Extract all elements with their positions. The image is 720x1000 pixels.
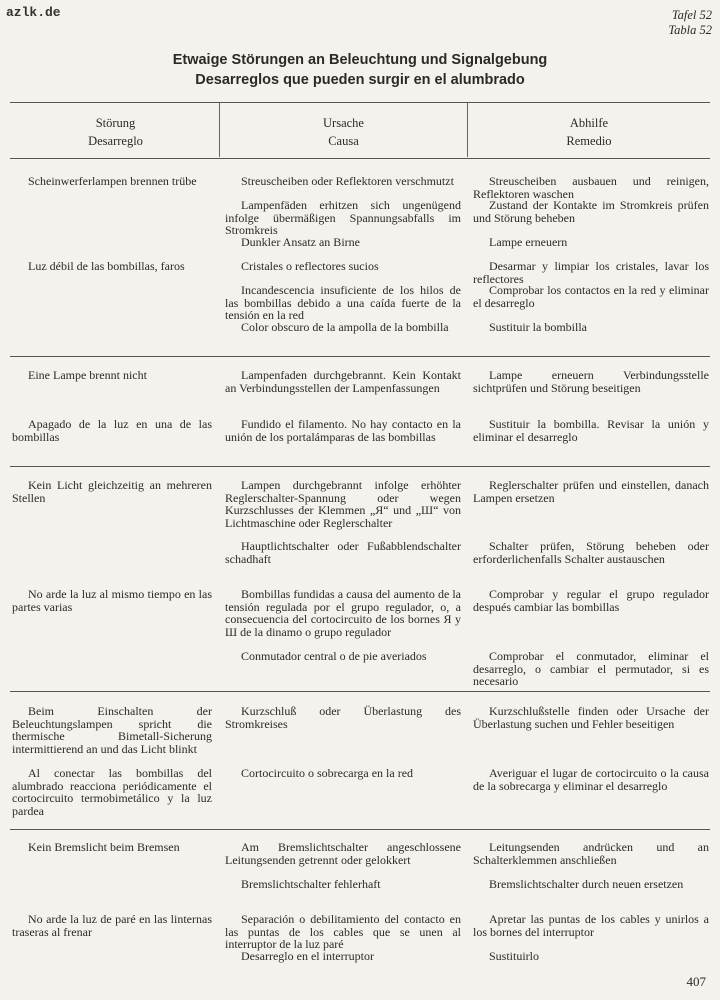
remedy-cell: Zustand der Kontakte im Stromkreis prüfen und Störung beheben (473, 198, 709, 225)
remedy-cell: Kurzschlußstelle finden oder Ursache der Überlastung suchen und Fehler beseitigen (473, 704, 709, 731)
problem-cell: Kein Licht gleichzeitig an mehreren Stellen (12, 478, 212, 505)
remedy-cell: Sustituirlo (489, 949, 540, 963)
remedy-cell: Comprobar el conmutador, eliminar el desarreglo, o cambiar el permutador, si es necesario (473, 649, 709, 688)
cause-cell: Incandescencia insuficiente de los hilos de las bombillas debido a una caída fuerte de la tensión en la red (225, 283, 461, 322)
cause-cell: Streuscheiben oder Reflektoren verschmutzt (241, 174, 454, 188)
header-bottom-rule (10, 158, 710, 159)
cause-cell: Desarreglo en el interruptor (241, 949, 374, 963)
header-top-rule (10, 102, 710, 103)
page-title (0, 50, 720, 90)
problem-cell: Beim Einschalten der Beleuchtungslampen spricht die thermische Bimetall-Sicherung intermittierend an und das Licht blinkt (12, 704, 212, 756)
cause-cell: Cortocircuito o sobrecarga en la red (241, 766, 414, 780)
group-divider (10, 691, 710, 692)
problem-cell: Scheinwerferlampen brennen trübe (28, 174, 197, 188)
cause-cell: Hauptlichtschalter oder Fußabblendschalter schadhaft (225, 539, 461, 566)
cause-cell: Dunkler Ansatz an Birne (241, 235, 360, 249)
tafel-de: Tafel 52 (671, 8, 712, 22)
remedy-cell: Lampe erneuern Verbindungsstelle sichtprüfen und Störung beseitigen (473, 368, 709, 395)
group-divider (10, 829, 710, 830)
header-ursache (220, 114, 467, 150)
cause-cell: Conmutador central o de pie averiados (241, 649, 427, 663)
remedy-cell: Schalter prüfen, Störung beheben oder erforderlichenfalls Schalter austauschen (473, 539, 709, 566)
header-label: Causa (328, 134, 359, 148)
header-stoerung (12, 114, 219, 150)
remedy-cell: Apretar las puntas de los cables y unirlos a los bornes del interruptor (473, 912, 709, 939)
problem-cell: No arde la luz de paré en las linternas traseras al frenar (12, 912, 212, 939)
cause-cell: Kurzschluß oder Überlastung des Stromkreises (225, 704, 461, 731)
remedy-cell: Sustituir la bombilla. Revisar la unión y eliminar el desarreglo (473, 417, 709, 444)
remedy-cell: Reglerschalter prüfen und einstellen, danach Lampen ersetzen (473, 478, 709, 505)
header-label: Abhilfe (569, 116, 609, 130)
header-abhilfe (468, 114, 710, 150)
cause-cell: Lampenfaden durchgebrannt. Kein Kontakt an Verbindungsstellen der Lampenfassungen (225, 368, 461, 395)
page-number: 407 (686, 974, 706, 989)
header-label: Remedio (566, 134, 612, 148)
header-label: Störung (95, 116, 136, 130)
problem-cell: No arde la luz al mismo tiempo en las partes varias (12, 587, 212, 614)
problem-cell: Eine Lampe brennt nicht (28, 368, 147, 382)
remedy-cell: Averiguar el lugar de cortocircuito o la causa de la sobrecarga y eliminar el desarreglo (473, 766, 709, 793)
remedy-cell: Leitungsenden andrücken und an Schalterklemmen anschließen (473, 840, 709, 867)
cause-cell: Separación o debilitamiento del contacto en las puntas de los cables que se unen al interruptor de la luz paré (225, 912, 461, 951)
table-number (668, 8, 712, 38)
cause-cell: Fundido el filamento. No hay contacto en la unión de los portalámparas de las bombillas (225, 417, 461, 444)
problem-cell: Al conectar las bombillas del alumbrado reacciona periódicamente el cortocircuito termobimetálico y la luz pardea (12, 766, 212, 818)
tafel-es: Tabla 52 (668, 23, 712, 37)
cause-cell: Bombillas fundidas a causa del aumento de la tensión regulada por el grupo regulador, o, a consecuencia del cortocircuito de los bornes Я y Ш de la dinamo o grupo regulador (225, 587, 461, 639)
title-de: Etwaige Störungen an Beleuchtung und Signalgebung (172, 52, 548, 68)
cause-cell: Bremslichtschalter fehlerhaft (241, 877, 381, 891)
problem-cell: Kein Bremslicht beim Bremsen (28, 840, 180, 854)
remedy-cell: Comprobar los contactos en la red y eliminar el desarreglo (473, 283, 709, 310)
cause-cell: Lampenfäden erhitzen sich ungenügend infolge übermäßigen Spannungsabfalls im Stromkreis (225, 198, 461, 237)
remedy-cell: Desarmar y limpiar los cristales, lavar los reflectores (473, 259, 709, 286)
watermark: azlk.de (6, 5, 61, 20)
group-divider (10, 466, 710, 467)
remedy-cell: Streuscheiben ausbauen und reinigen, Reflektoren waschen (473, 174, 709, 201)
header-label: Desarreglo (88, 134, 143, 148)
remedy-cell: Comprobar y regular el grupo regulador después cambiar las bombillas (473, 587, 709, 614)
cause-cell: Lampen durchgebrannt infolge erhöhter Reglerschalter-Spannung oder wegen Kurzschlusses der Klemmen „Я“ und „Ш“ von Lichtmaschine oder Reglerschalter (225, 478, 461, 530)
group-divider (10, 356, 710, 357)
remedy-cell: Bremslichtschalter durch neuen ersetzen (489, 877, 684, 891)
cause-cell: Color obscuro de la ampolla de la bombilla (241, 320, 449, 334)
remedy-cell: Lampe erneuern (489, 235, 568, 249)
problem-cell: Luz débil de las bombillas, faros (28, 259, 185, 273)
header-label: Ursache (323, 116, 364, 130)
title-es: Desarreglos que pueden surgir en el alumbrado (195, 72, 525, 88)
remedy-cell: Sustituir la bombilla (489, 320, 587, 334)
problem-cell: Apagado de la luz en una de las bombillas (12, 417, 212, 444)
cause-cell: Am Bremslichtschalter angeschlossene Leitungsenden getrennt oder gelokkert (225, 840, 461, 867)
cause-cell: Cristales o reflectores sucios (241, 259, 379, 273)
